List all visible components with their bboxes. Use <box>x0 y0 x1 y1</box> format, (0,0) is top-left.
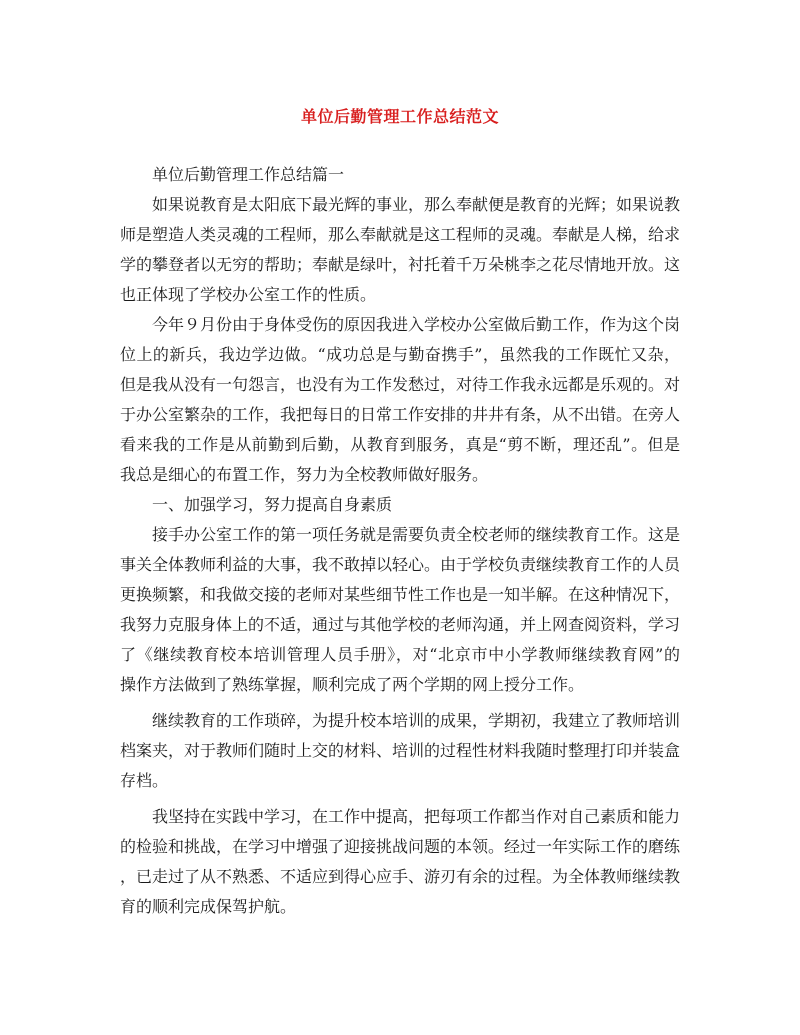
paragraph-line: 位上的新兵，我边学边做。“成功总是与勤奋携手”，虽然我的工作既忙又杂， <box>120 345 680 364</box>
paragraph-line: 接手办公室工作的第一项任务就是需要负责全校老师的继续教育工作。这是 <box>152 525 681 544</box>
paragraph-line: 学的攀登者以无穷的帮助；奉献是绿叶，衬托着千万朵桃李之花尽情地开放。这 <box>120 255 681 274</box>
document-title: 单位后勤管理工作总结范文 <box>300 107 499 126</box>
paragraph-line: ，已走过了从不熟悉、不适应到得心应手、游刃有余的过程。为全体教师继续教 <box>120 867 681 886</box>
paragraph-line: 的检验和挑战，在学习中增强了迎接挑战问题的本领。经过一年实际工作的磨练 <box>120 837 681 856</box>
paragraph-line: 也正体现了学校办公室工作的性质。 <box>120 285 377 304</box>
paragraph-line: 育的顺利完成保驾护航。 <box>120 897 297 916</box>
paragraph-line: 今年９月份由于身体受伤的原因我进入学校办公室做后勤工作，作为这个岗 <box>152 315 681 334</box>
paragraph-line: 我努力克服身体上的不适，通过与其他学校的老师沟通，并上网查阅资料，学习 <box>120 615 681 634</box>
paragraph-line: 继续教育的工作琐碎，为提升校本培训的成果，学期初，我建立了教师培训 <box>152 711 681 730</box>
paragraph-line: 单位后勤管理工作总结篇一 <box>152 165 345 184</box>
paragraph-line: 存档。 <box>120 771 169 790</box>
paragraph-line: 于办公室繁杂的工作，我把每日的日常工作安排的井井有条，从不出错。在旁人 <box>120 405 681 424</box>
paragraph-line: 更换频繁，和我做交接的老师对某些细节性工作也是一知半解。在这种情况下， <box>120 585 681 604</box>
paragraph-line: 看来我的工作是从前勤到后勤，从教育到服务，真是“剪不断，理还乱”。但是 <box>120 435 680 454</box>
paragraph-line: 了《继续教育校本培训管理人员手册》，对“北京市中小学教师继续教育网”的 <box>120 645 680 664</box>
paragraph-line: 操作方法做到了熟练掌握，顺利完成了两个学期的网上授分工作。 <box>120 675 585 694</box>
document-body <box>120 160 680 922</box>
paragraph-line: 我总是细心的布置工作，努力为全校教师做好服务。 <box>120 465 489 484</box>
paragraph-line: 但是我从没有一句怨言，也没有为工作发愁过，对待工作我永远都是乐观的。对 <box>120 375 681 394</box>
paragraph-line: 师是塑造人类灵魂的工程师，那么奉献就是这工程师的灵魂。奉献是人梯，给求 <box>120 225 681 244</box>
paragraph-line: 如果说教育是太阳底下最光辉的事业，那么奉献便是教育的光辉；如果说教 <box>152 195 681 214</box>
paragraph-line: 事关全体教师利益的大事，我不敢掉以轻心。由于学校负责继续教育工作的人员 <box>120 555 681 574</box>
paragraph-line: 一、加强学习，努力提高自身素质 <box>152 495 393 514</box>
paragraph-line: 档案夹，对于教师们随时上交的材料、培训的过程性材料我随时整理打印并装盒 <box>120 741 681 760</box>
paragraph-line: 我坚持在实践中学习，在工作中提高，把每项工作都当作对自己素质和能力 <box>152 807 681 826</box>
